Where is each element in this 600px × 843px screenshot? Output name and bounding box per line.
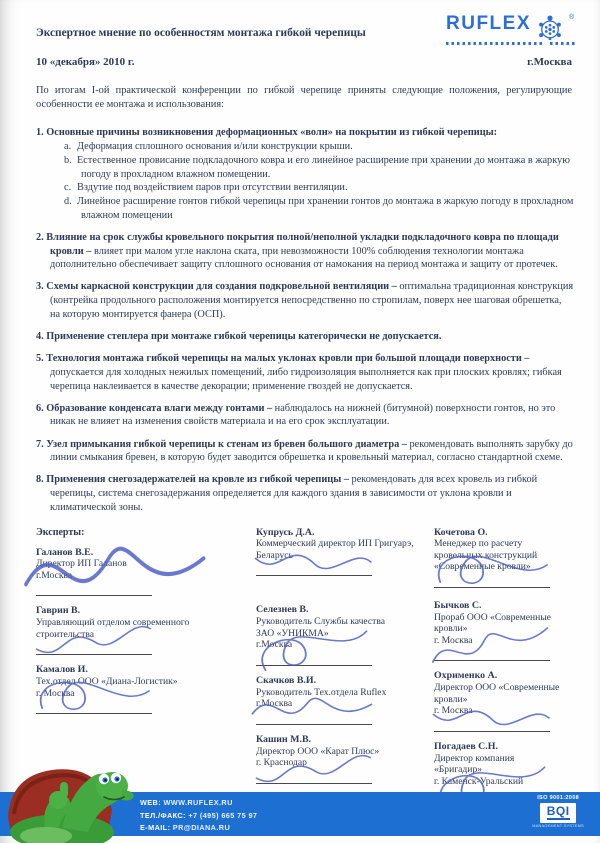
item-number: 4. — [36, 330, 47, 342]
resolution-item — [36, 473, 574, 514]
item-bold-lead: Основные причины возникновения деформационных «волн» на покрытии из гибкой черепицы: — [46, 126, 498, 138]
signature-block — [36, 664, 256, 714]
item-bold-lead: Технология монтажа гибкой черепицы на малых уклонах кровли при большой площади поверхности – — [46, 353, 530, 365]
item-body: допускается для холодных нежилых помещений, либо гидроизоляция выполняется как при плоских кровлях; гибкая черепица наклеивается в качестве декорации; применение гвоздей не допускается. — [50, 366, 562, 392]
expert-name: Камалов И. — [36, 664, 88, 676]
signature-block — [434, 670, 594, 731]
resolution-item — [36, 402, 574, 429]
expert-role: Прораб ООО «Современные — [434, 611, 551, 623]
resolution-text — [36, 352, 574, 393]
expert-name: Селезнев В. — [256, 604, 309, 616]
expert-role: г. Москва — [434, 634, 473, 646]
item-number: 2. — [36, 231, 47, 243]
expert-role: Директор компания — [434, 752, 515, 764]
expert-role: кровли» — [434, 623, 468, 635]
expert-role: Беларусь — [256, 549, 293, 561]
expert-role: г.Москва — [256, 639, 293, 651]
logo-dotted-line-short — [550, 42, 576, 45]
signature-block — [256, 734, 434, 784]
expert-name: Скачков В.И. — [256, 674, 317, 686]
item-bold-lead: Узел примыкания гибкой черепицы к стенам из бревен большого диаметра – — [46, 438, 407, 450]
resolution-text — [36, 330, 574, 344]
signature-column — [256, 527, 434, 812]
expert-name: Кочетова О. — [434, 526, 488, 538]
expert-role: г.Москва — [36, 569, 73, 581]
expert-role: строительства — [36, 628, 95, 640]
turtle-mascot — [0, 748, 158, 843]
item-body: наблюдалось на нижней (битумной) поверхности гонтов, но это никак не влияет на изменения свойств материала и на его срок эксплуатации. — [50, 402, 556, 428]
item-number: 7. — [36, 438, 47, 450]
signature-line — [256, 710, 372, 725]
signature-block — [434, 600, 594, 661]
signature-block — [434, 527, 594, 588]
bqi-subtext: MANAGEMENT SYSTEMS — [532, 824, 584, 828]
email-value: PR@DIANA.RU — [172, 823, 231, 832]
item-number: 5. — [36, 353, 47, 365]
signature-block — [256, 675, 434, 725]
resolution-item — [36, 126, 574, 223]
resolution-text — [36, 473, 574, 514]
intro-paragraph: По итогам I-ой практической конференции по гибкой черепице приняты следующие положения, регулирующие особенности ее монтажа и использования: — [36, 84, 572, 111]
document-title: Экспертное мнение по особенностям монтажа гибкой черепицы — [36, 27, 366, 39]
expert-role: Руководитель Тех.отдела Ruflex — [256, 686, 387, 698]
expert-role: Тех.отдел ООО «Диана-Логистик» — [36, 676, 178, 688]
resolution-item — [36, 352, 574, 393]
bqi-text: BQI — [546, 804, 570, 818]
expert-role: Руководитель Службы качества — [256, 616, 386, 628]
item-body: влияет при малом угле наклона ската, при невозможности 100% соблюдения технологии монтажа дополнительно обеспечивает защиту сплошного основания от намокания на период монтажа и защиту от протечек. — [50, 245, 558, 271]
resolution-text — [36, 280, 574, 321]
expert-name: Купрусь Д.А. — [256, 526, 315, 538]
expert-role: Директор ООО «Карат Плюс» — [256, 745, 380, 757]
signature-block — [256, 527, 434, 577]
expert-role: г. Каменск-Уральский — [434, 775, 524, 787]
expert-role: «Бригадир» — [434, 764, 483, 776]
registered-mark: ® — [569, 14, 575, 21]
expert-role: кровельных конструкций — [434, 549, 538, 561]
signature-line — [36, 699, 152, 714]
item-bold-lead: Образование конденсата влаги между гонтами – — [46, 402, 273, 414]
item-body: рекомендовать выполнять зарубку до линии смыкания бревен, в которую будет заводится обрешетка и кровельный материал, согласно стандартной схеме. — [50, 438, 573, 464]
expert-role: Директор ООО «Современные — [434, 682, 560, 694]
sub-item: c. Вздутие под воздействием паров при отсутствии вентиляции. — [64, 182, 348, 194]
expert-role: Управляющий отделом современного — [36, 617, 190, 629]
tel-label: ТЕЛ./ФАКС: — [140, 810, 186, 820]
expert-role: Коммерческий директор ИП Григуарэ, — [256, 538, 414, 550]
iso-label: ISO 9001:2008 — [537, 795, 580, 801]
item-number: 1. — [36, 126, 47, 138]
item-bold-lead: Схемы каркасной конструкции для создания подкровельной вентиляции – — [46, 281, 397, 293]
item-number: 6. — [36, 402, 47, 414]
signature-block — [36, 605, 256, 655]
resolution-item — [36, 280, 574, 321]
item-bold-lead: Применения снегозадержателей на кровле из гибкой черепицы – — [46, 474, 349, 486]
item-bold-lead: Применение степлера при монтаже гибкой черепицы категорически не допускается. — [46, 330, 442, 342]
item-number: 3. — [36, 281, 47, 293]
expert-role: ЗАО «УНИКМА» — [256, 627, 329, 639]
resolution-text — [36, 231, 574, 272]
tel-value: +7 (495) 665 75 97 — [188, 810, 258, 820]
sub-letter: b. — [64, 154, 72, 166]
sub-item: d. Линейное расширение гонтов гибкой черепицы при хранении гонтов до монтажа в жаркую погоду в прохладном влажном помещении — [64, 195, 574, 221]
resolution-item — [36, 330, 574, 344]
signature-section — [36, 526, 600, 787]
sub-letter: c. — [64, 182, 72, 194]
sub-list — [64, 140, 574, 222]
item-bold-lead: Влияние на срок службы кровельного покрытия полной/неполной укладки подкладочного ковра по площади кровли – — [46, 231, 559, 257]
ruflex-logo — [446, 14, 576, 45]
signature-column — [434, 527, 594, 812]
expert-name: Погадаев С.Н. — [434, 740, 498, 752]
signature-line — [256, 651, 372, 666]
bqi-box — [540, 803, 576, 823]
resolution-item — [36, 438, 574, 465]
signature-block — [256, 604, 434, 665]
logo-dotted-line — [446, 42, 542, 45]
expert-role: Менеджер по расчету — [434, 538, 523, 550]
bqi-certification-logo — [532, 795, 584, 828]
signature-line — [256, 561, 372, 576]
web-label: WEB: — [140, 798, 162, 807]
expert-name: Галанов В.Е. — [36, 546, 94, 558]
expert-role: г. Москва — [434, 705, 473, 717]
sub-item: a. Деформация сплошного основания и/или конструкции крыши. — [64, 141, 353, 153]
expert-name: Бычков С. — [434, 599, 482, 611]
expert-role: г. Москва — [36, 687, 75, 699]
date-row — [36, 56, 572, 68]
document-date: 10 «декабря» 2010 г. — [36, 55, 135, 68]
resolution-text — [36, 402, 574, 429]
turtle-logo-icon — [536, 14, 564, 40]
expert-name: Гаврин В. — [36, 605, 81, 617]
item-body: оптимальна традиционная конструкция (контрейка продольного расположения монтируется непосредственно по стропилам, поверх нее шаговая обрешетка, на которую монтируется фанера (ОСП). — [50, 281, 574, 320]
expert-role: г.Москва — [256, 698, 293, 710]
sub-item: b. Естественное провисание подкладочного ковра и его линейное расширение при хранении до монтажа в жаркую погоду в прохладном влажном помещении. — [64, 154, 570, 180]
signature-line — [36, 640, 152, 655]
expert-name: Охрименко А. — [434, 670, 498, 682]
sub-letter: d. — [64, 195, 72, 207]
document-city: г.Москва — [527, 55, 572, 68]
email-label: E-MAIL: — [140, 823, 171, 832]
ruflex-logo-text: RUFLEX — [446, 13, 531, 34]
signature-block — [36, 547, 256, 597]
signature-line — [434, 573, 550, 588]
web-value: WWW.RUFLEX.RU — [163, 798, 233, 807]
expert-role: кровли» — [434, 693, 468, 705]
item-body: рекомендовать для всех кровель из гибкой черепицы, система снегозадержания определяется для каждого здания в зависимости от уклона кровли и климатической зоны. — [50, 474, 538, 513]
expert-name: Кашин М.В. — [256, 733, 311, 745]
signature-line — [36, 581, 152, 596]
resolution-list — [36, 126, 574, 515]
resolution-text — [36, 438, 574, 465]
experts-heading: Эксперты: — [36, 526, 85, 538]
signature-line — [434, 646, 550, 661]
item-number: 8. — [36, 474, 47, 486]
resolution-item — [36, 231, 574, 272]
sub-letter: a. — [64, 141, 72, 153]
signature-line — [434, 717, 550, 732]
expert-role: «Современные кровли» — [434, 561, 531, 573]
resolution-text — [36, 126, 574, 140]
expert-role: г. Краснодар — [256, 757, 307, 769]
expert-role: Директор ИП Галанов — [36, 558, 127, 570]
signature-line — [256, 769, 372, 784]
